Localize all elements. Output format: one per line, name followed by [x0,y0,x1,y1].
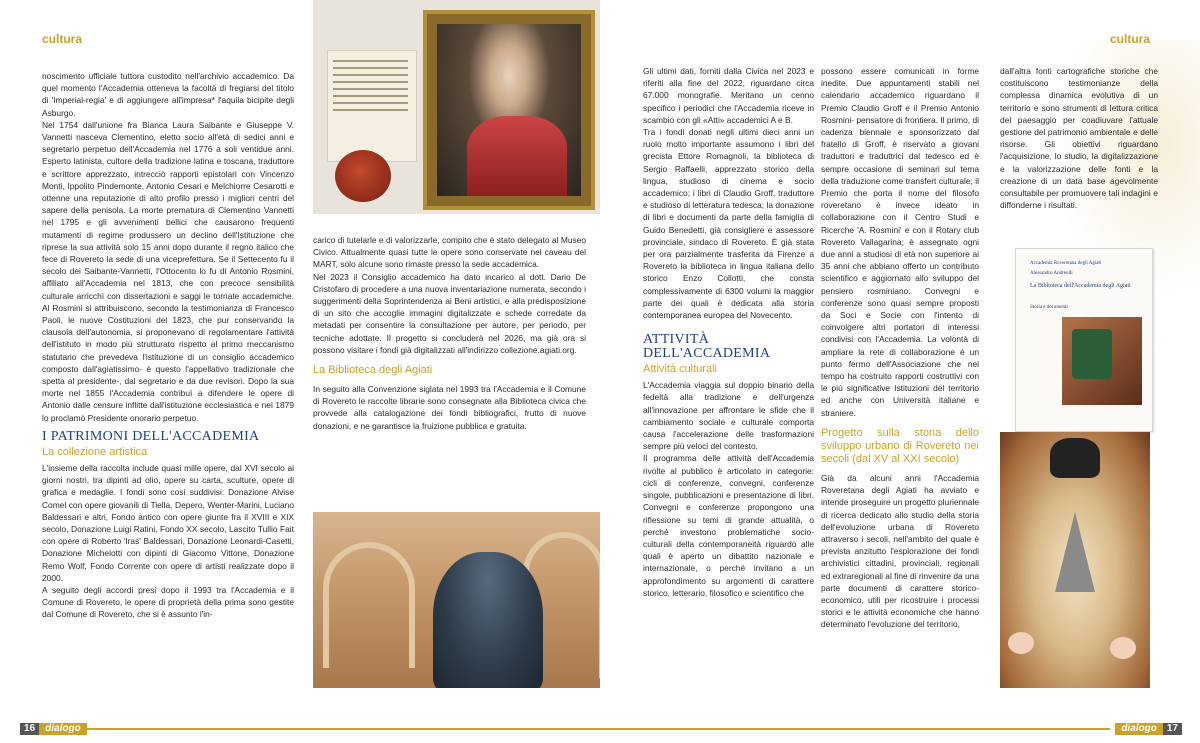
paragraph: Gli ultimi dati, forniti dalla Civica nel 2023 e riferiti alla fine del 2022, riguardano circa 67.000 monografie. Meritano un cenno specifico i periodici che l'Accademia riceve in scambio con gli «Atti» accademici A e B. [643,66,814,125]
portrait-dress [467,116,567,196]
subheading-attivita: Attività culturali [643,363,717,376]
seal-icon [335,150,391,202]
paragraph: carico di tutelarle e di valorizzarle, compito che è stato delegato al Museo Civico. Attualmente quasi tutte le opere sono conservate nel caveau del MART, solo alcune sono rimaste presso la sede accademica. [313,235,586,270]
paragraph: L'insieme della raccolta include quasi mille opere, dal XVI secolo ai giorni nostri, tra dipinti ad olio, opere su carta, sculture, opere di grafica e medaglie. I fondi sono così suddivisi: Donazione Alvise Comel con opere giovanili di Tiella, Depero, Wenter-Marini, Luciano Baldessari e altri, Fondo antico con opere giunte fra il XVIII e XIX secolo, Donazione Luigi Ratini, Fondo XX secolo, Lascito Tullio Fait con opere di Roberto 'Iras' Baldessari, Donazione Leonardi-Casetti, Donazione Michelotti con dipinti di Giacomo Vittone, Donazione Remo Wolf, Fondo Corrente con opere di artisti realizzate dopo il 2000. [42,462,294,583]
illuminated-manuscript-image [1000,432,1150,688]
book-subtitle: Storia e documenti [1030,305,1068,310]
paragraph: dall'altra fonti cartografiche storiche che costituiscono testimonianze della complessa dinamica evolutiva di un territorio e sono strumenti di lettura critica del paesaggio per coadiuvare l'attuale gestione del patrimonio ambientale e delle risorse. Gli obiettivi riguardano l'acquisizione, lo studio, la digitalizzazione e la valorizzazione delle fonti e la creazione di un data base agevolmente consultabile per promuovere tali indagini e diffonderne i risultati. [1000,66,1158,211]
section-tag-right: cultura [1110,32,1151,46]
bronze-statue [433,552,543,688]
heading-attivita-line2: DELL'ACCADEMIA [643,346,771,362]
subheading-progetto: Progetto sulla storia dello sviluppo urbano di Rovereto nei secoli (dal XV al XXI secolo) [821,426,979,465]
footer-rule [42,728,600,730]
paragraph: Già da alcuni anni l'Accademia Roveretana degli Agiati ha avviato e intende proseguire un progetto pluriennale di ricerca dedicato allo studio della storia dell'evoluzione urbana di Rovereto attraverso i secoli, nell'ambito del quale è prevista anzitutto l'esplorazione dei fondi archivistici cittadini, provinciali, regionali ed extraregionali al fine di rinvenire da una parte documenti di carattere storico-economico, utili per ricostruire i processi storici e le attività economiche che hanno determinato l'evoluzione del territorio, [821,472,979,630]
page-number-right: 17 [1163,723,1182,735]
heading-attivita-line1: ATTIVITÀ [643,332,710,348]
paragraph: Tra i fondi donati negli ultimi dieci anni un ruolo molto importante assumono i libri del grecista Ettore Romagnoli, la biblioteca di Sergio Raffaelli, apprezzato storico della lingua, studioso di cinema e socio accademico; i libri di Claudio Groff, traduttore e studioso di letteratura tedesca; la donazione di libri e documenti da parte della famiglia di Guido Benedetti, già consigliere e assessore provinciale, sindaco di Rovereto. È già stata per ora parzialmente trasferita da Firenze a Rovereto la biblioteca in lingua italiana dello storico Enzo Collotti, che consta complessivamente di 6300 volumi la maggior parte dei quali è dedicata alla storia contemporanea europea del Novecento. [643,127,814,321]
paragraph: L'Accademia viaggia sul doppio binario della fedeltà alla tradizione e dell'urgenza all'innovazione per affrontare le sfide che il cambiamento sociale e culturale comporta causa l'accelerazione delle trasformazioni sempre più veloci del contesto. [643,380,814,452]
document-text-lines [333,60,408,116]
putto-figure [1110,637,1136,659]
archive-document-and-portrait-photo [313,0,600,214]
brand-right: dialogo [1115,723,1163,735]
book-author: Alessandro Andreolli [1030,271,1073,276]
right-column-1 [643,65,814,688]
paragraph: Nel 2023 il Consiglio accademico ha dato incarico al dott. Dario De Cristofaro di procedere a una nuova inventariazione numerata, secondo i suggerimenti della Soprintendenza ai Beni artistici, e alla predisposizione di un sito che accoglie immagini digitalizzate e schede corredate da metadati per consentire la consultazione per autore, per periodo, per tecniche adottate. Il progetto si concluderà nel 2026, ma già ora si possono visitare i fondi già digitalizzati all'indirizzo collezione.agiati.org. [313,271,586,355]
paragraph: In seguito alla Convenzione siglata nel 1993 tra l'Accademia e il Comune di Rovereto le raccolte librarie sono consegnate alla Biblioteca civica che provvede alla catalogazione dei fondi bibliografici, frutto di nuove donazioni, e ne garantisce la fruizione pubblica e gratuita. [313,384,586,431]
brand-left: dialogo [39,723,87,735]
right-column-2 [821,65,979,688]
right-column-3 [1000,65,1158,235]
pyramid-drawing [1055,512,1095,592]
page-number-left: 16 [20,723,39,735]
subheading-collezione: La collezione artistica [42,445,148,458]
paragraph: Il programma delle attività dell'Accademia rivolte al pubblico è articolato in categorie: cicli di conferenze, convegni, conferenze singole, pubblicazioni e presentazione di libri. Convegni e conferenze propongono una riflessione su temi di grande attualità, o perché investono problematiche socio-culturali della contemporaneità riguardo alle quali è aperto un dibattito nazionale e internazionale, o perché invitano a un approfondimento su argomenti di carattere storico, letterario, filosofico e scientifico che [643,453,814,598]
footer-right [1115,723,1182,735]
left-column-1 [42,70,294,688]
footer-left [20,723,87,735]
book-cover-image [1015,248,1153,432]
paragraph: A seguito degli accordi presi dopo il 1993 tra l'Accademia e il Comune di Rovereto, le opere di proprietà della prima sono gestite dal Comune di Rovereto, che si è assunto l'in- [42,584,294,620]
section-tag-left: cultura [42,32,83,46]
paragraph: possono essere comunicati in forme inedite. Due appuntamenti stabili nel calendario accademico riguardano il Premio Claudio Groff e il Premio Antonio Rosmini- pensatore di frontiera. Il primo, di cadenza biennale e sponsorizzato dal fratello di Groff, è riservato a giovani traduttori e traduttrici dal tedesco ed è sempre occasione di seminari sul tema della traduzione come transfert culturale; il Premio che porta il nome del filosofo roveretano è invece ideato in collaborazione con il Centro Studi e Ricerche 'A. Rosmini' e con il Rotary club Rovereto Vallagarina; è assegnato ogni due anni a studiosi di età non superiore ai 35 anni che abbiano offerto un contributo scientifico e aggiornato allo sviluppo del pensiero rosminiano. Convegni e conferenze sono quasi sempre proposti da Soci e Socie con l'intento di coinvolgere altri portatori di interessi condivisi con l'Accademia. La volontà di ampliare la rete di collaborazione è un punto fermo dell'Associazione che nel tempo ha costruito rapporti costruttivi con le più significative Istituzioni del territorio ed anche con Università italiane e straniere. [821,66,979,418]
left-column-2 [313,234,586,500]
footer-rule [600,728,1110,730]
portrait-painting [437,24,581,196]
heading-patrimoni: I PATRIMONI DELL'ACCADEMIA [42,428,260,444]
book-title: La Biblioteca dell'Accademia degli Agiati [1030,283,1131,289]
paragraph: noscimento ufficiale tuttora custodito nell'archivio accademico. Da quel momento l'Accademia otteneva la facoltà di fregiarsi del titolo di 'Imperial-regia' e di aggiungere all'impresa* l'aquila bicipite degli Asburgo. [42,71,294,118]
arch [323,542,415,668]
portrait-frame [423,10,595,210]
library-statue-photo [313,512,600,688]
subheading-biblioteca: La Biblioteca degli Agiati [313,364,433,377]
book-publisher: Accademia Roveretana degli Agiati [1030,261,1102,266]
paragraph: Nel 1754 dall'unione fra Bianca Laura Saibante e Giuseppe V. Vannetti nasceva Clementino, eletto socio all'età di sedici anni e segretario perpetuo dell'Accademia nel 1776 a soli ventidue anni. Esperto latinista, cultore della tradizione latina e toscana, traduttore e scrittore apprezzato, intrecciò rapporti epistolari con Vincenzo Monti, Ippolito Pindemonte, Antonio Cesari e Melchiorre Cesarotti e ottenne una reputazione di alto profilo presso i migliori centri del sapere della penisola. La morte prematura di Clementino Vannetti nel 1795 e gli avvenimenti bellici che causarono frequenti mutamenti di regime produssero un declino dell'Istituzione che riprese la sua attività solo 15 anni dopo durante il regno italico che fece di Rovereto la sede di una viceprefettura. Se il Settecento fu il secolo dei Saibante-Vannetti, l'Ottocento lo fu di Antonio Rosmini, affiliato all'Accademia nel 1813, che con precoce sensibilità culturale arricchì con dissertazioni e saggi le tornate accademiche. Al Rosmini si attribuiscono, secondo la testimonianza di Francesco Paoli, le nuove Costituzioni del 1823, che pur conservando la clausola dell'autonomia, si proponevano di regolamentare l'attività dell'istituto in modo più strutturato rispetto al primo meccanismo statutario che prevedeva l'istituzione di un consiglio accademico composto dall'agiatissimo- è questo l'appellativo tradizionale che spetta al presidente-, dal segretario e da due revisori. Dopo la sua morte nel 1855 l'Accademia contribuì a difendere le opere di Antonio dalle censure inflitte dall'istituzione ecclesiastica e nel 1879 lo proclamò Presidente onorario perpetuo. [42,119,294,423]
double-headed-eagle-icon [1050,438,1100,478]
putto-figure [1008,632,1034,654]
book-illustration-detail [1072,329,1112,379]
